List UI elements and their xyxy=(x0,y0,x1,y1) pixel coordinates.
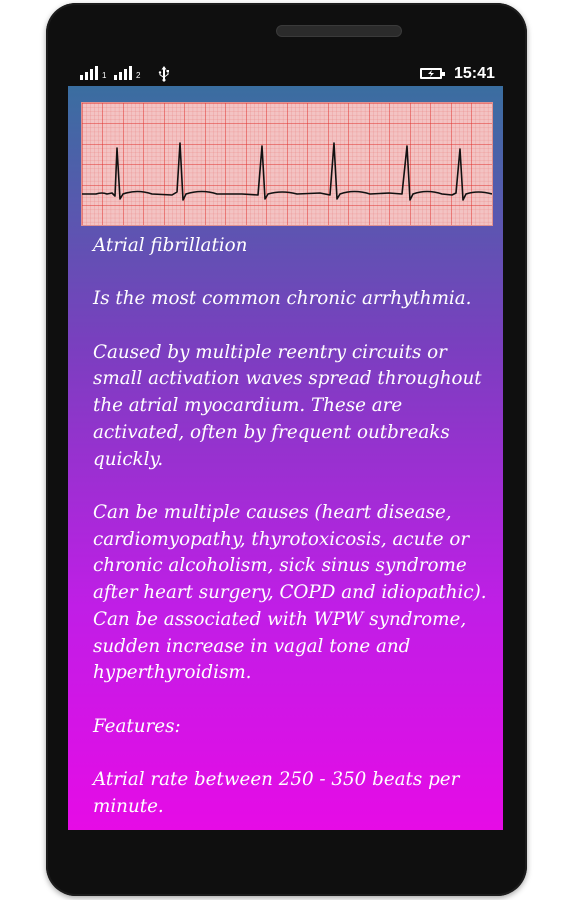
app-screen[interactable] xyxy=(68,86,503,830)
feature-item: Atrial rate between 250 - 350 beats per minute. xyxy=(93,768,460,817)
article-paragraph: Can be multiple causes (heart disease, cardiomyopathy, thyrotoxicosis, acute or chronic alcoholism, sick sinus syndrome after heart surgery, COPD and idiopathic). Can be associated with WPW syndrome, sudden increase in vagal tone and hyperthyroidism. xyxy=(93,501,487,684)
signal-icon xyxy=(80,66,106,80)
article-paragraph: Caused by multiple reentry circuits or small activation waves spread throughout the atrial myocardium. These are activated, often by frequent outbreaks quickly. xyxy=(93,341,482,470)
sim2-label: 2 xyxy=(136,71,141,80)
status-bar xyxy=(68,58,503,86)
article-intro: Is the most common chronic arrhythmia. xyxy=(93,288,472,310)
earpiece-speaker xyxy=(276,25,402,37)
article-title: Atrial fibrillation xyxy=(93,235,248,256)
battery-charging-icon xyxy=(420,68,442,79)
status-time: 15:41 xyxy=(454,65,495,82)
article-text xyxy=(93,233,498,830)
ecg-strip-image xyxy=(81,102,493,226)
sim1-label: 1 xyxy=(102,71,107,80)
usb-icon xyxy=(158,66,170,82)
signal-icon xyxy=(114,66,140,80)
features-heading: Features: xyxy=(93,715,181,737)
